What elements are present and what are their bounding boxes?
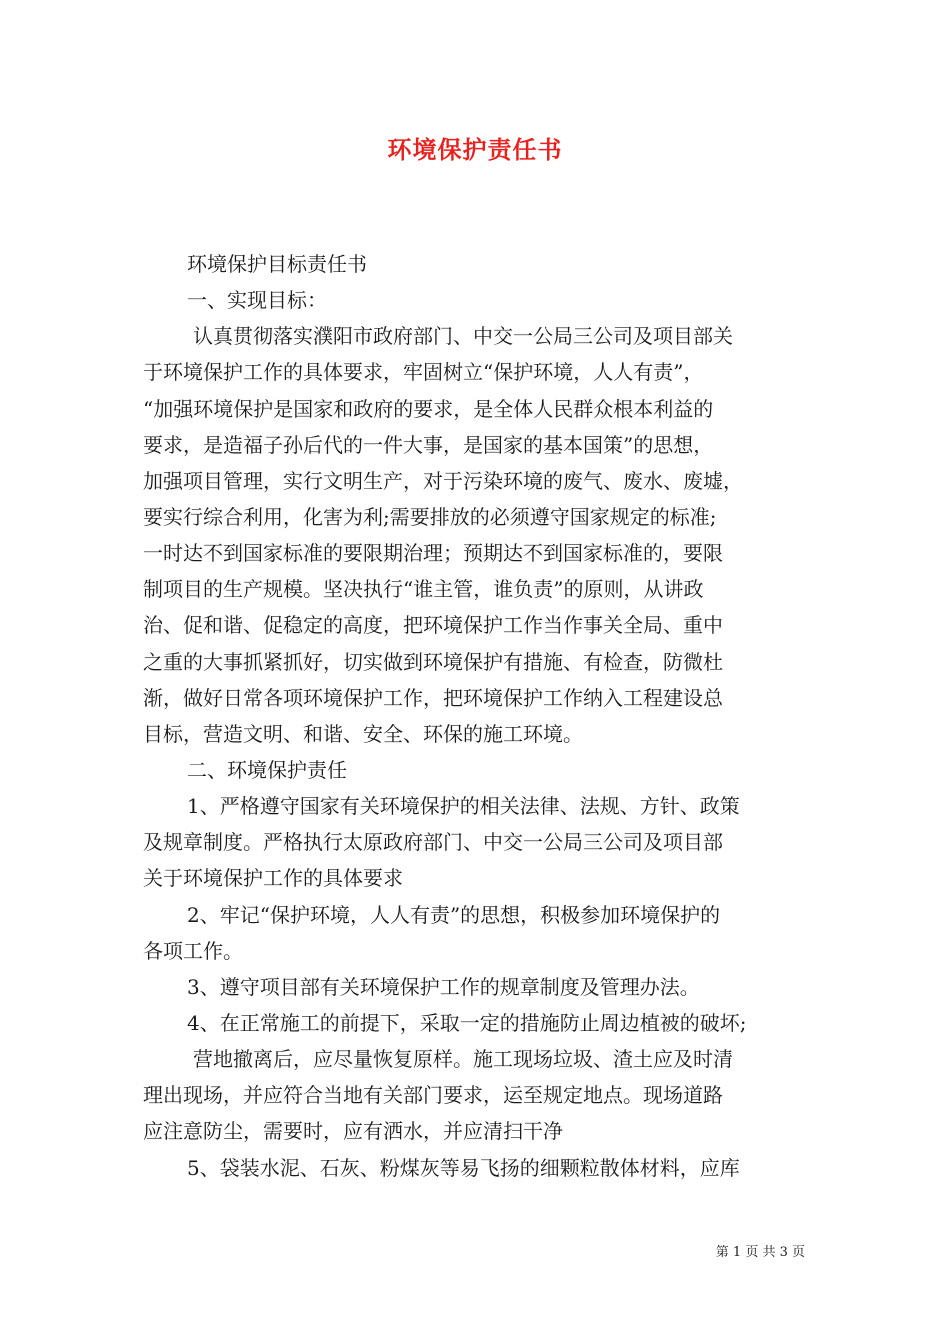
subtitle-line: 环境保护目标责任书: [187, 252, 367, 276]
page-number: 第 1 页 共 3 页: [715, 1245, 805, 1260]
paragraph-line: “加强环境保护是国家和政府的要求，是全体人民群众根本利益的: [143, 396, 714, 421]
section-heading: 二、环境保护责任: [187, 757, 347, 782]
paragraph-line: 于环境保护工作的具体要求，牢固树立“保护环境，人人有责”，: [143, 360, 704, 385]
paragraph-line: 认真贯彻落实濮阳市政府部门、中交一公局三公司及项目部关: [193, 324, 733, 349]
paragraph-line: 一时达不到国家标准的要限期治理；预期达不到国家标准的，要限: [143, 541, 723, 566]
document-body: [143, 246, 813, 1186]
paragraph-line: 目标，营造文明、和谐、安全、环保的施工环境。: [143, 721, 583, 746]
paragraph-line: 理出现场，并应符合当地有关部门要求，运至规定地点。现场道路: [143, 1083, 723, 1108]
paragraph-line: 之重的大事抓紧抓好，切实做到环境保护有措施、有检查，防微杜: [143, 649, 723, 674]
paragraph-line: 各项工作。: [143, 938, 243, 963]
paragraph-line: 1、严格遵守国家有关环境保护的相关法律、法规、方针、政策: [187, 794, 740, 819]
paragraph-line: 关于环境保护工作的具体要求: [143, 866, 403, 891]
section-heading: 一、实现目标：: [187, 288, 327, 313]
paragraph-line: 加强项目管理，实行文明生产，对于污染环境的废气、废水、废墟，: [143, 468, 743, 493]
paragraph-line: 要求，是造福子孙后代的一件大事，是国家的基本国策”的思想，: [143, 432, 714, 457]
paragraph-line: 治、促和谐、促稳定的高度，把环境保护工作当作事关全局、重中: [143, 613, 723, 638]
paragraph-line: 5、袋装水泥、石灰、粉煤灰等易飞扬的细颗粒散体材料，应库: [187, 1155, 740, 1180]
paragraph-line: 应注意防尘，需要时，应有洒水，并应清扫干净: [143, 1119, 563, 1144]
paragraph-line: 营地撤离后，应尽量恢复原样。施工现场垃圾、渣土应及时清: [193, 1047, 733, 1072]
document-title: 环境保护责任书: [387, 135, 563, 164]
paragraph-line: 3、遵守项目部有关环境保护工作的规章制度及管理办法。: [187, 974, 700, 999]
paragraph-line: 及规章制度。严格执行太原政府部门、中交一公局三公司及项目部: [143, 830, 723, 855]
paragraph-line: 要实行综合利用，化害为利;需要排放的必须遵守国家规定的标准;: [143, 504, 717, 529]
paragraph-line: 4、在正常施工的前提下，采取一定的措施防止周边植被的破坏;: [187, 1010, 747, 1035]
paragraph-line: 2、牢记“保护环境，人人有责”的思想，积极参加环境保护的: [187, 902, 721, 927]
paragraph-line: 制项目的生产规模。坚决执行“谁主管，谁负责”的原则，从讲政: [143, 577, 704, 602]
paragraph-line: 渐，做好日常各项环境保护工作，把环境保护工作纳入工程建设总: [143, 685, 723, 710]
